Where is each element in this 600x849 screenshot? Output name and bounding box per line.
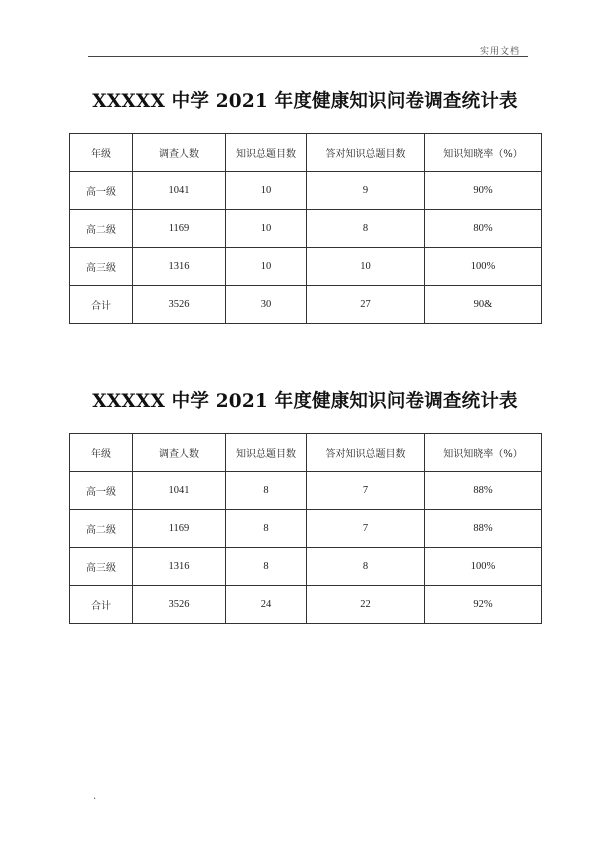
table-row bbox=[70, 210, 542, 248]
cell-correct-questions: 22 bbox=[307, 586, 425, 624]
cell-surveyed: 1316 bbox=[133, 248, 226, 286]
cell-awareness-rate: 88% bbox=[425, 472, 542, 510]
column-header-surveyed: 调查人数 bbox=[133, 134, 226, 172]
column-header-correct-questions: 答对知识总题目数 bbox=[307, 134, 425, 172]
cell-surveyed: 1041 bbox=[133, 172, 226, 210]
column-header-total-questions: 知识总题目数 bbox=[226, 134, 307, 172]
column-header-correct-questions: 答对知识总题目数 bbox=[307, 434, 425, 472]
column-header-awareness-rate: 知识知晓率（%） bbox=[425, 434, 542, 472]
cell-grade: 高一级 bbox=[70, 472, 133, 510]
header-divider bbox=[88, 56, 528, 57]
table-row bbox=[70, 248, 542, 286]
cell-surveyed: 1169 bbox=[133, 210, 226, 248]
survey-section-1 bbox=[69, 86, 541, 324]
cell-correct-questions: 10 bbox=[307, 248, 425, 286]
table-row bbox=[70, 172, 542, 210]
cell-total-questions: 24 bbox=[226, 586, 307, 624]
column-header-total-questions: 知识总题目数 bbox=[226, 434, 307, 472]
table-total-row bbox=[70, 286, 542, 324]
table-title: XXXXX 中学 2021 年度健康知识问卷调查统计表 bbox=[92, 391, 518, 412]
cell-total-questions: 10 bbox=[226, 210, 307, 248]
cell-awareness-rate: 80% bbox=[425, 210, 542, 248]
table-header-row bbox=[70, 434, 542, 472]
cell-surveyed: 1169 bbox=[133, 510, 226, 548]
survey-section-2 bbox=[69, 386, 541, 624]
column-header-grade: 年级 bbox=[70, 434, 133, 472]
table-row bbox=[70, 510, 542, 548]
cell-surveyed: 1316 bbox=[133, 548, 226, 586]
survey-table bbox=[69, 433, 542, 624]
cell-grade: 高三级 bbox=[70, 548, 133, 586]
cell-grade: 合计 bbox=[70, 586, 133, 624]
cell-grade: 高一级 bbox=[70, 172, 133, 210]
cell-correct-questions: 27 bbox=[307, 286, 425, 324]
cell-awareness-rate: 92% bbox=[425, 586, 542, 624]
cell-total-questions: 8 bbox=[226, 548, 307, 586]
table-header-row bbox=[70, 134, 542, 172]
cell-grade: 高三级 bbox=[70, 248, 133, 286]
cell-surveyed: 3526 bbox=[133, 286, 226, 324]
cell-correct-questions: 7 bbox=[307, 472, 425, 510]
cell-total-questions: 8 bbox=[226, 510, 307, 548]
cell-total-questions: 8 bbox=[226, 472, 307, 510]
table-row bbox=[70, 548, 542, 586]
cell-correct-questions: 8 bbox=[307, 548, 425, 586]
cell-correct-questions: 8 bbox=[307, 210, 425, 248]
cell-surveyed: 3526 bbox=[133, 586, 226, 624]
cell-awareness-rate: 90& bbox=[425, 286, 542, 324]
column-header-surveyed: 调查人数 bbox=[133, 434, 226, 472]
cell-grade: 合计 bbox=[70, 286, 133, 324]
table-total-row bbox=[70, 586, 542, 624]
column-header-grade: 年级 bbox=[70, 134, 133, 172]
cell-grade: 高二级 bbox=[70, 210, 133, 248]
cell-awareness-rate: 88% bbox=[425, 510, 542, 548]
footer-mark: . bbox=[93, 791, 97, 802]
table-row bbox=[70, 472, 542, 510]
cell-total-questions: 10 bbox=[226, 172, 307, 210]
document-header-label: 实用文档 bbox=[479, 47, 520, 57]
cell-correct-questions: 7 bbox=[307, 510, 425, 548]
cell-surveyed: 1041 bbox=[133, 472, 226, 510]
cell-correct-questions: 9 bbox=[307, 172, 425, 210]
cell-total-questions: 10 bbox=[226, 248, 307, 286]
column-header-awareness-rate: 知识知晓率（%） bbox=[425, 134, 542, 172]
cell-total-questions: 30 bbox=[226, 286, 307, 324]
cell-awareness-rate: 100% bbox=[425, 548, 542, 586]
cell-grade: 高二级 bbox=[70, 510, 133, 548]
cell-awareness-rate: 100% bbox=[425, 248, 542, 286]
cell-awareness-rate: 90% bbox=[425, 172, 542, 210]
survey-table bbox=[69, 133, 542, 324]
table-title: XXXXX 中学 2021 年度健康知识问卷调查统计表 bbox=[92, 91, 518, 112]
